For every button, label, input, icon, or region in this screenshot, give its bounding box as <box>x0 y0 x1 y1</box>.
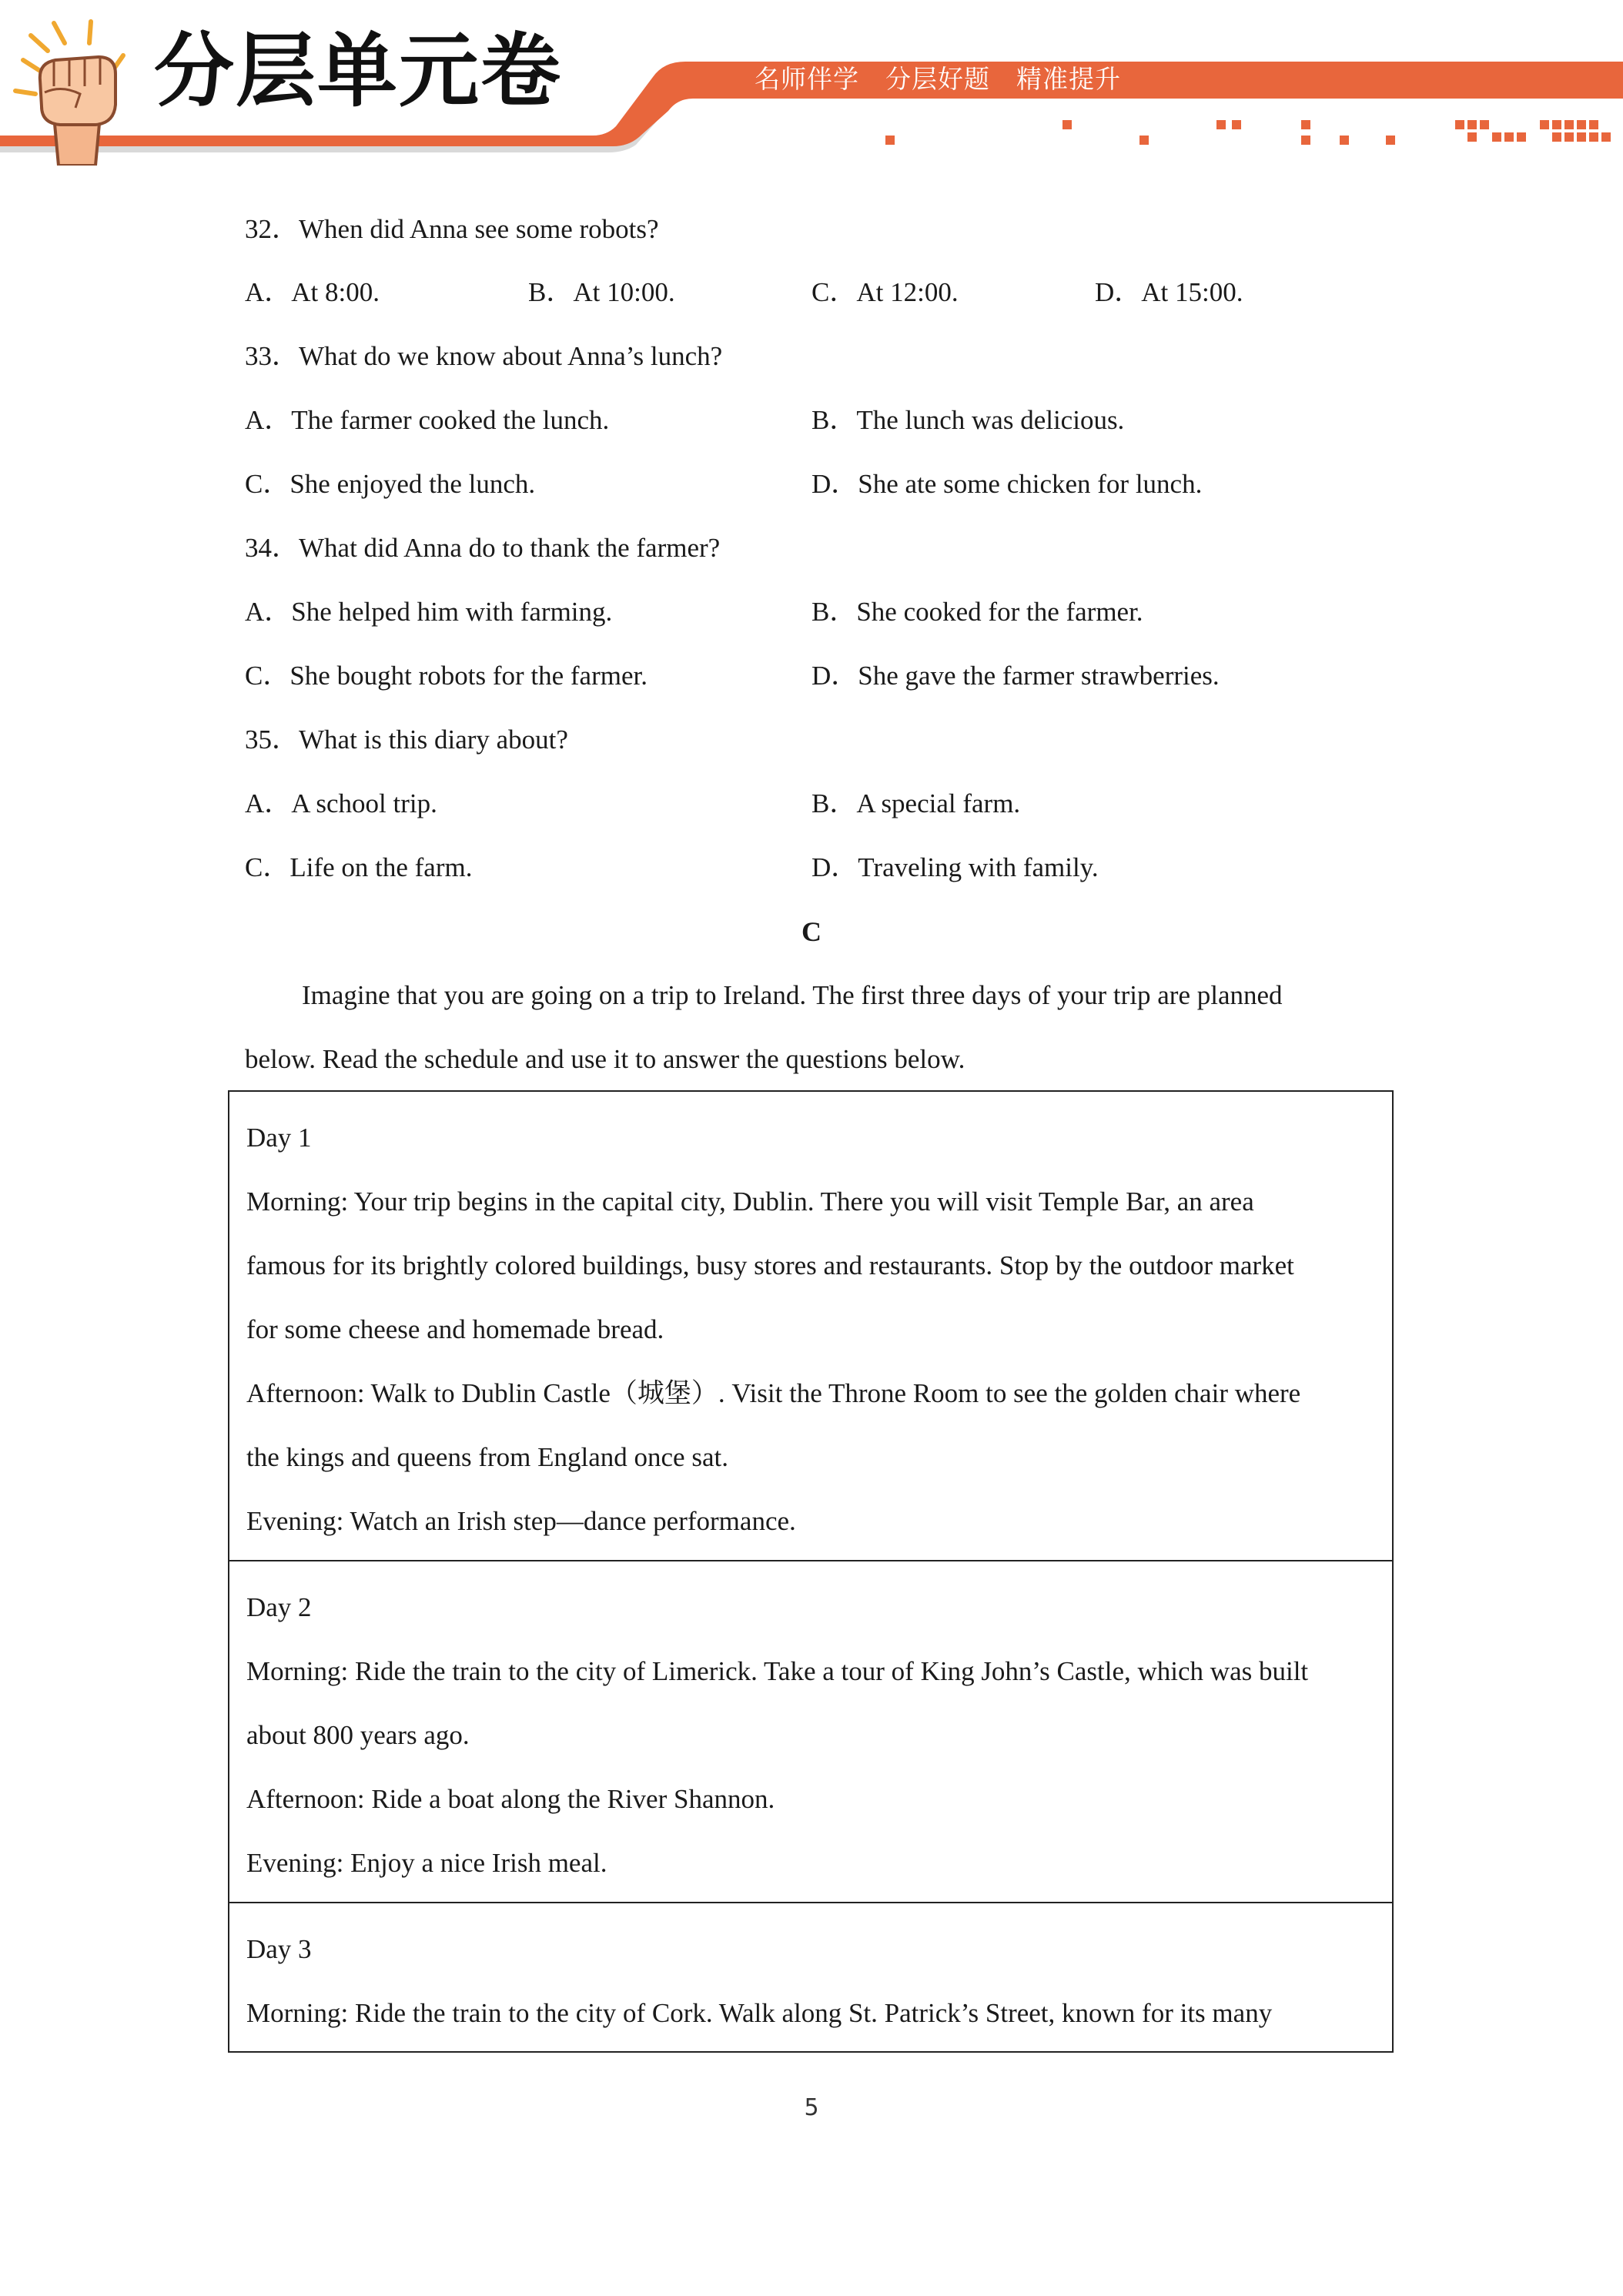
schedule-line: for some cheese and homemade bread. <box>246 1314 664 1344</box>
option-a: A．A school trip. <box>245 788 437 818</box>
option-a: A．The farmer cooked the lunch. <box>245 405 610 435</box>
option-a: A．At 8:00. <box>245 277 380 307</box>
question-text: What do we know about Anna’s lunch? <box>299 341 723 371</box>
brand-title: 分层单元卷 <box>154 24 563 118</box>
option-b: B．A special farm. <box>812 788 1021 818</box>
option-d: D．At 15:00. <box>1095 277 1243 307</box>
schedule-line: Morning: Your trip begins in the capital city, Dublin. There you will visit Temple Bar, an area <box>246 1186 1254 1217</box>
page-header <box>0 0 1623 166</box>
schedule-line: Afternoon: Ride a boat along the River Shannon. <box>246 1784 775 1814</box>
option-b: B．At 10:00. <box>528 277 675 307</box>
option-b: B．The lunch was delicious. <box>812 405 1125 435</box>
question-text: What did Anna do to thank the farmer? <box>299 533 721 563</box>
slogan-item: 分层好题 <box>885 64 990 94</box>
question-34 <box>245 533 720 564</box>
question-33 <box>245 341 722 372</box>
row-divider <box>229 1560 1392 1561</box>
question-number: 34． <box>245 533 300 563</box>
option-d: D．She ate some chicken for lunch. <box>812 469 1203 499</box>
question-text: When did Anna see some robots? <box>299 214 659 244</box>
question-number: 32． <box>245 214 300 244</box>
option-d: D．Traveling with family. <box>812 852 1099 882</box>
question-number: 35． <box>245 725 300 755</box>
option-b: B．She cooked for the farmer. <box>812 597 1143 627</box>
schedule-line: Evening: Watch an Irish step—dance performance. <box>246 1506 796 1536</box>
option-c: C．Life on the farm. <box>245 852 473 882</box>
option-d: D．She gave the farmer strawberries. <box>812 661 1220 691</box>
section-heading: C <box>801 916 822 947</box>
question-number: 33． <box>245 341 300 371</box>
question-text: What is this diary about? <box>299 725 568 755</box>
schedule-line: the kings and queens from England once sat. <box>246 1442 728 1472</box>
option-a: A．She helped him with farming. <box>245 597 613 627</box>
schedule-line: Afternoon: Walk to Dublin Castle（城堡）. Visit the Throne Room to see the golden chair where <box>246 1378 1301 1408</box>
slogan-item: 名师伴学 <box>755 64 859 94</box>
question-32 <box>245 214 659 245</box>
schedule-line: famous for its brightly colored buildings, busy stores and restaurants. Stop by the outdoor market <box>246 1250 1294 1280</box>
section-intro-line: Imagine that you are going on a trip to Ireland. The first three days of your trip are planned <box>302 980 1283 1010</box>
schedule-line: Morning: Ride the train to the city of Limerick. Take a tour of King John’s Castle, which was built <box>246 1656 1309 1686</box>
schedule-line: Evening: Enjoy a nice Irish meal. <box>246 1848 607 1878</box>
option-c: C．She enjoyed the lunch. <box>245 469 536 499</box>
option-c: C．At 12:00. <box>812 277 959 307</box>
slogan-bar <box>755 60 1121 99</box>
decorative-squares <box>885 120 1611 145</box>
schedule-line: Morning: Ride the train to the city of Cork. Walk along St. Patrick’s Street, known for its many <box>246 1998 1273 2028</box>
day-title: Day 2 <box>246 1592 312 1622</box>
day-title: Day 3 <box>246 1934 312 1964</box>
trip-schedule-table <box>228 1090 1394 2053</box>
slogan-item: 精准提升 <box>1016 64 1121 94</box>
option-c: C．She bought robots for the farmer. <box>245 661 648 691</box>
page-number: 5 <box>804 2094 819 2121</box>
schedule-line: about 800 years ago. <box>246 1720 470 1750</box>
question-35 <box>245 725 568 755</box>
section-intro-line: below. Read the schedule and use it to answer the questions below. <box>245 1044 965 1074</box>
row-divider <box>229 1902 1392 1903</box>
day-title: Day 1 <box>246 1123 312 1153</box>
